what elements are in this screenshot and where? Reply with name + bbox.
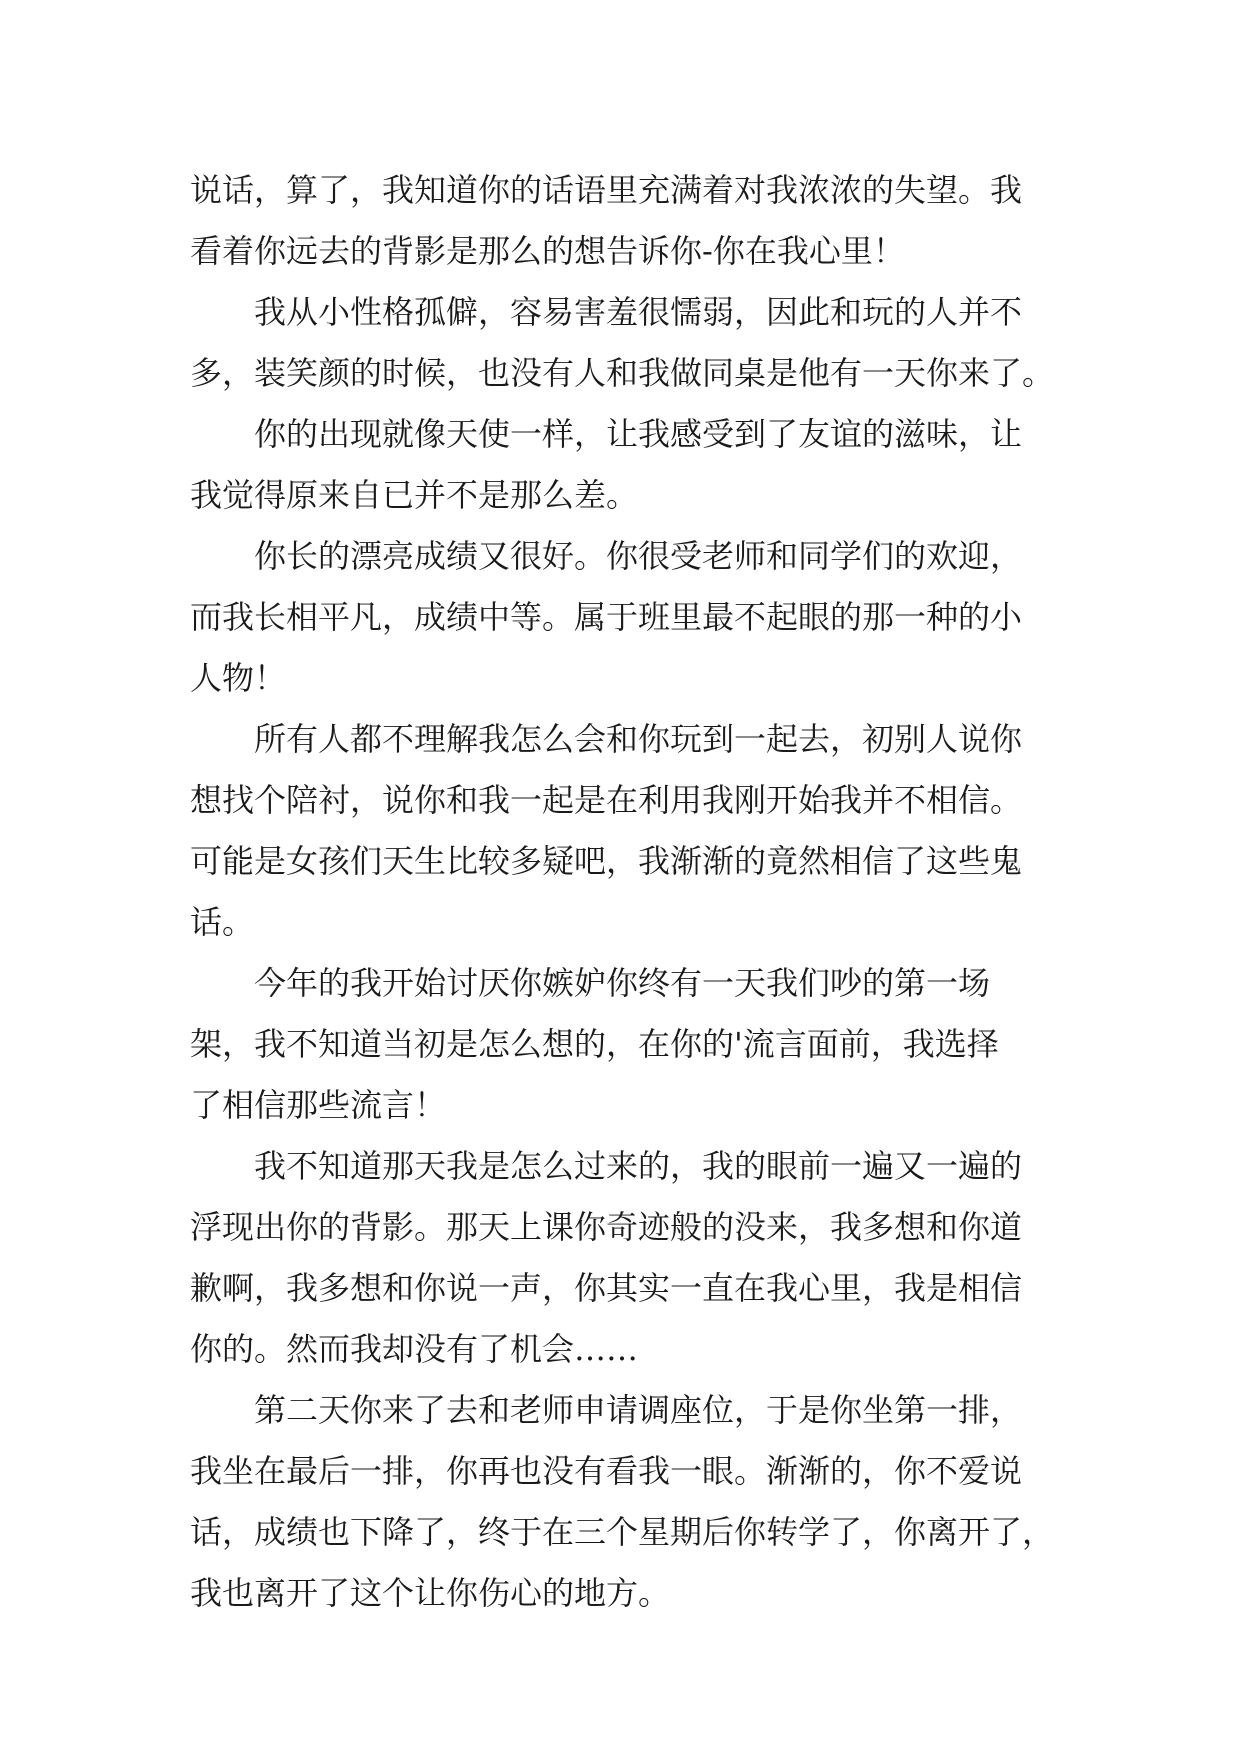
- text-line: 歉啊，我多想和你说一声，你其实一直在我心里，我是相信: [190, 1269, 1023, 1307]
- text-line: 你的出现就像天使一样，让我感受到了友谊的滋味，让: [190, 415, 1023, 453]
- text-line: 看着你远去的背影是那么的想告诉你-你在我心里！: [190, 232, 905, 270]
- text-line: 今年的我开始讨厌你嫉妒你终有一天我们吵的第一场: [190, 964, 991, 1002]
- text-line: 我从小性格孤僻，容易害羞很懦弱，因此和玩的人并不: [190, 293, 1023, 331]
- text-line: 第二天你来了去和老师申请调座位，于是你坐第一排，: [190, 1391, 1023, 1429]
- text-line: 你的。然而我却没有了机会……: [190, 1330, 639, 1368]
- text-line: 浮现出你的背影。那天上课你奇迹般的没来，我多想和你道: [190, 1208, 1023, 1246]
- text-line: 可能是女孩们天生比较多疑吧，我渐渐的竟然相信了这些鬼: [190, 842, 1023, 880]
- text-line: 话，成绩也下降了，终于在三个星期后你转学了，你离开了，: [190, 1513, 1055, 1551]
- text-line: 想找个陪衬，说你和我一起是在利用我刚开始我并不相信。: [190, 781, 1023, 819]
- text-line: 架，我不知道当初是怎么想的，在你的'流言面前，我选择: [190, 1025, 999, 1063]
- text-line: 说话，算了，我知道你的话语里充满着对我浓浓的失望。我: [190, 171, 1023, 209]
- text-line: 你长的漂亮成绩又很好。你很受老师和同学们的欢迎，: [190, 537, 1023, 575]
- text-line: 而我长相平凡，成绩中等。属于班里最不起眼的那一种的小: [190, 598, 1023, 636]
- text-line: 我也离开了这个让你伤心的地方。: [190, 1574, 671, 1612]
- text-line: 人物！: [190, 659, 287, 697]
- text-line: 我不知道那天我是怎么过来的，我的眼前一遍又一遍的: [190, 1147, 1023, 1185]
- text-line: 了相信那些流言！: [190, 1086, 447, 1124]
- text-line: 所有人都不理解我怎么会和你玩到一起去，初别人说你: [190, 720, 1023, 758]
- body-text: [190, 160, 1060, 1624]
- text-line: 我觉得原来自已并不是那么差。: [190, 476, 639, 514]
- text-line: 话。: [190, 903, 255, 941]
- text-line: 我坐在最后一排，你再也没有看我一眼。渐渐的，你不爱说: [190, 1452, 1023, 1490]
- text-line: 多，装笑颜的时候，也没有人和我做同桌是他有一天你来了。: [190, 354, 1055, 392]
